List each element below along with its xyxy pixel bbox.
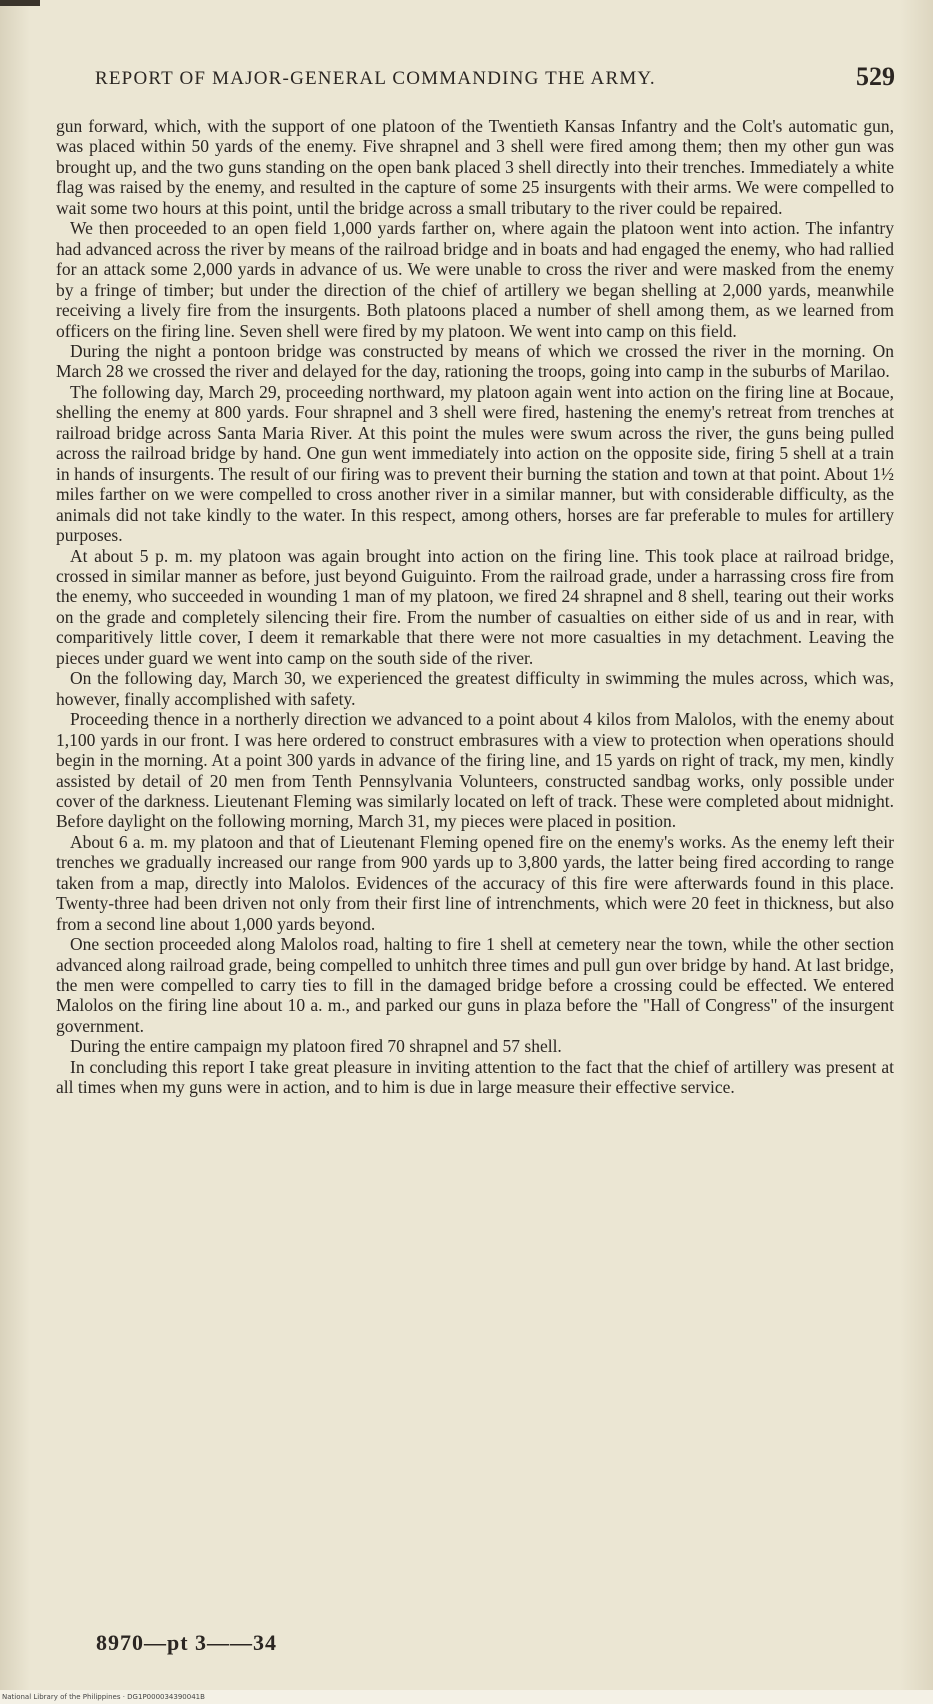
paragraph: On the following day, March 30, we experienced the greatest difficulty in swimming the mules across, which was, however, finally accomplished with safety. bbox=[56, 668, 894, 709]
paragraph: In concluding this report I take great pleasure in inviting attention to the fact that the chief of artillery was present at all times when my guns were in action, and to him is due in large measure their effective service. bbox=[56, 1056, 894, 1098]
report-body bbox=[56, 116, 894, 1098]
corner-scan-mark bbox=[0, 0, 40, 6]
footer-credit: National Library of the Philippines · DG1P000034390041B bbox=[2, 1693, 205, 1701]
paragraph: The following day, March 29, proceeding northward, my platoon again went into action on the firing line at Bocaue, shelling the enemy at 800 yards. Four shrapnel and 3 shell were fired, hastening the enemy's retreat from trenches at railroad bridge across Santa Maria River. At this point the mules were swum across the river, the guns being pulled across the railroad bridge by hand. One gun went immediately into action on the opposite side, firing 5 shell at a train in hands of insurgents. The result of our firing was to prevent their burning the station and town at that point. About 1½ miles farther on we were compelled to cross another river in a similar manner, but with considerable difficulty, as the animals did not take kindly to the water. In this respect, among others, horses are far preferable to mules for artillery purposes. bbox=[56, 381, 894, 546]
paragraph: Proceeding thence in a northerly direction we advanced to a point about 4 kilos from Malolos, with the enemy about 1,100 yards in our front. I was here ordered to construct embrasures with a view to protection when operations should begin in the morning. At a point 300 yards in advance of the firing line, and 15 yards on right of track, my men, kindly assisted by detail of 20 men from Tenth Pennsylvania Volunteers, constructed sandbag works, only possible under cover of the darkness. Lieutenant Fleming was similarly located on left of track. These were completed about midnight. Before daylight on the following morning, March 31, my pieces were placed in position. bbox=[56, 709, 894, 832]
signature-mark: 8970—pt 3——34 bbox=[96, 1630, 278, 1655]
paragraph: One section proceeded along Malolos road, halting to fire 1 shell at cemetery near the town, while the other section advanced along railroad grade, being compelled to unhitch three times and pull gun over bridge by hand. At last bridge, the men were compelled to carry ties to fill in the damaged bridge before a crossing could be effected. We entered Malolos on the firing line about 10 a. m., and parked our guns in plaza before the "Hall of Congress" of the insurgent government. bbox=[56, 934, 894, 1036]
paragraph: At about 5 p. m. my platoon was again brought into action on the firing line. This took place at railroad bridge, crossed in similar manner as before, just beyond Guiguinto. From the railroad grade, under a harrassing cross fire from the enemy, who succeeded in wounding 1 man of my platoon, we fired 24 shrapnel and 8 shell, tearing out their works on the grade and completely silencing their fire. From the number of casualties on either side of us and in rear, with comparitively little cover, I deem it remarkable that there were not more casualties in my detachment. Leaving the pieces under guard we went into camp on the south side of the river. bbox=[56, 545, 894, 668]
paragraph: During the entire campaign my platoon fired 70 shrapnel and 57 shell. bbox=[70, 1036, 562, 1057]
running-head: REPORT OF MAJOR-GENERAL COMMANDING THE ARMY. bbox=[95, 68, 656, 89]
page-number: 529 bbox=[856, 62, 895, 91]
paragraph: About 6 a. m. my platoon and that of Lieutenant Fleming opened fire on the enemy's works. As the enemy left their trenches we gradually increased our range from 900 yards up to 3,800 yards, the latter being fired according to range taken from a map, directly into Malolos. Evidences of the accuracy of this fire were afterwards found in this place. Twenty-three had been driven not only from their first line of intrenchments, which were 20 feet in thickness, but also from a second line about 1,000 yards beyond. bbox=[56, 831, 894, 934]
paragraph: gun forward, which, with the support of one platoon of the Twentieth Kansas Infantry and the Colt's automatic gun, was placed within 50 yards of the enemy. Five shrapnel and 3 shell were fired among them; then my other gun was brought up, and the two guns standing on the open bank placed 3 shell directly into their trenches. Immediately a white flag was raised by the enemy, and resulted in the capture of some 25 insurgents with their arms. We were compelled to wait some two hours at this point, until the bridge across a small tributary to the river could be repaired. bbox=[56, 116, 894, 218]
paragraph: During the night a pontoon bridge was constructed by means of which we crossed the river in the morning. On March 28 we crossed the river and delayed for the day, rationing the troops, going into camp in the suburbs of Marilao. bbox=[56, 340, 894, 382]
paragraph: We then proceeded to an open field 1,000 yards farther on, where again the platoon went into action. The infantry had advanced across the river by means of the railroad bridge and in boats and had engaged the enemy, who had rallied for an attack some 2,000 yards in advance of us. We were unable to cross the river and were masked from the enemy by a fringe of timber; but under the direction of the chief of artillery we began shelling at 2,000 yards, meanwhile receiving a lively fire from the insurgents. Both platoons placed a number of shell among them, as we learned from officers on the firing line. Seven shell were fired by my platoon. We went into camp on this field. bbox=[56, 218, 894, 341]
page-header bbox=[95, 62, 895, 102]
